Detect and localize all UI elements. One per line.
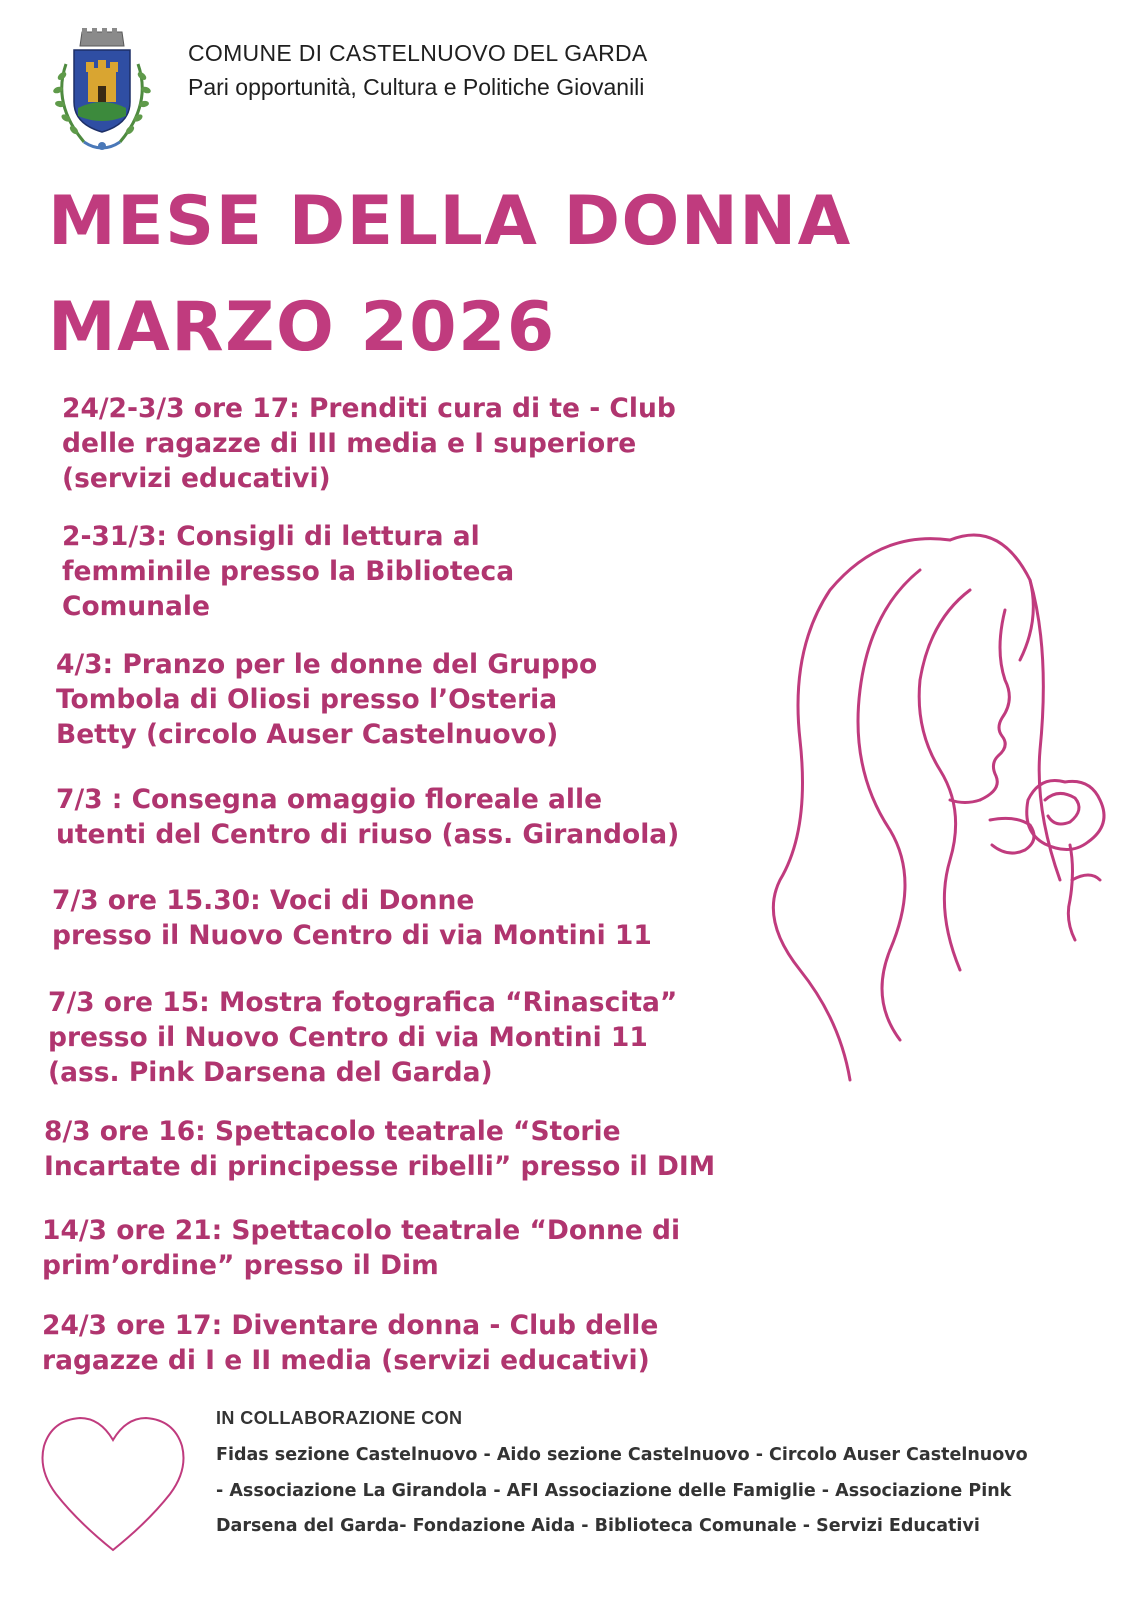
woman-smelling-rose-icon: [740, 500, 1131, 1100]
collaboration-line: Darsena del Garda- Fondazione Aida - Biblioteca Comunale - Servizi Educativi: [216, 1516, 980, 1536]
event-item: [44, 1114, 715, 1184]
department-name: Pari opportunità, Cultura e Politiche Giovanili: [188, 74, 645, 100]
event-item: [42, 1213, 680, 1283]
event-line: 2-31/3: Consigli di lettura al: [62, 521, 480, 552]
event-line: 7/3 ore 15.30: Voci di Donne: [52, 885, 475, 916]
event-line: Tombola di Oliosi presso l’Osteria: [56, 684, 558, 715]
municipality-name: COMUNE DI CASTELNUOVO DEL GARDA: [188, 40, 648, 66]
heart-outline-icon: [38, 1412, 188, 1554]
event-item: [48, 985, 677, 1090]
event-line: ragazze di I e II media (servizi educativi): [42, 1345, 650, 1376]
event-item: [62, 391, 676, 496]
event-line: 24/2-3/3 ore 17: Prenditi cura di te - Club: [62, 393, 676, 424]
event-item: [56, 647, 597, 752]
event-item: [52, 883, 652, 953]
page-title: MESE DELLA DONNA: [48, 182, 852, 261]
page-subtitle: MARZO 2026: [48, 288, 556, 367]
event-line: Betty (circolo Auser Castelnuovo): [56, 719, 559, 750]
event-line: Comunale: [62, 591, 210, 622]
event-line: prim’ordine” presso il Dim: [42, 1250, 439, 1281]
event-line: delle ragazze di III media e I superiore: [62, 428, 637, 459]
event-line: presso il Nuovo Centro di via Montini 11: [48, 1022, 648, 1053]
event-line: 4/3: Pranzo per le donne del Gruppo: [56, 649, 598, 680]
event-line: presso il Nuovo Centro di via Montini 11: [52, 920, 652, 951]
event-item: [62, 519, 514, 624]
event-line: femminile presso la Biblioteca: [62, 556, 515, 587]
event-line: (servizi educativi): [62, 463, 331, 494]
event-line: utenti del Centro di riuso (ass. Girandola): [56, 819, 680, 850]
event-line: 7/3 ore 15: Mostra fotografica “Rinascita”: [48, 987, 678, 1018]
event-line: 14/3 ore 21: Spettacolo teatrale “Donne di: [42, 1215, 681, 1246]
event-line: (ass. Pink Darsena del Garda): [48, 1057, 493, 1088]
event-line: Incartate di principesse ribelli” presso il DIM: [44, 1151, 716, 1182]
event-line: 7/3 : Consegna omaggio floreale alle: [56, 784, 603, 815]
event-line: 8/3 ore 16: Spettacolo teatrale “Storie: [44, 1116, 621, 1147]
collaboration-label: IN COLLABORAZIONE CON: [216, 1408, 463, 1428]
event-item: [42, 1308, 658, 1378]
event-item: [56, 782, 679, 852]
collaboration-line: Fidas sezione Castelnuovo - Aido sezione Castelnuovo - Circolo Auser Castelnuovo: [216, 1445, 1028, 1465]
coat-of-arms-icon: [44, 24, 160, 156]
collaboration-line: - Associazione La Girandola - AFI Associazione delle Famiglie - Associazione Pink: [216, 1481, 1012, 1501]
event-line: 24/3 ore 17: Diventare donna - Club delle: [42, 1310, 659, 1341]
